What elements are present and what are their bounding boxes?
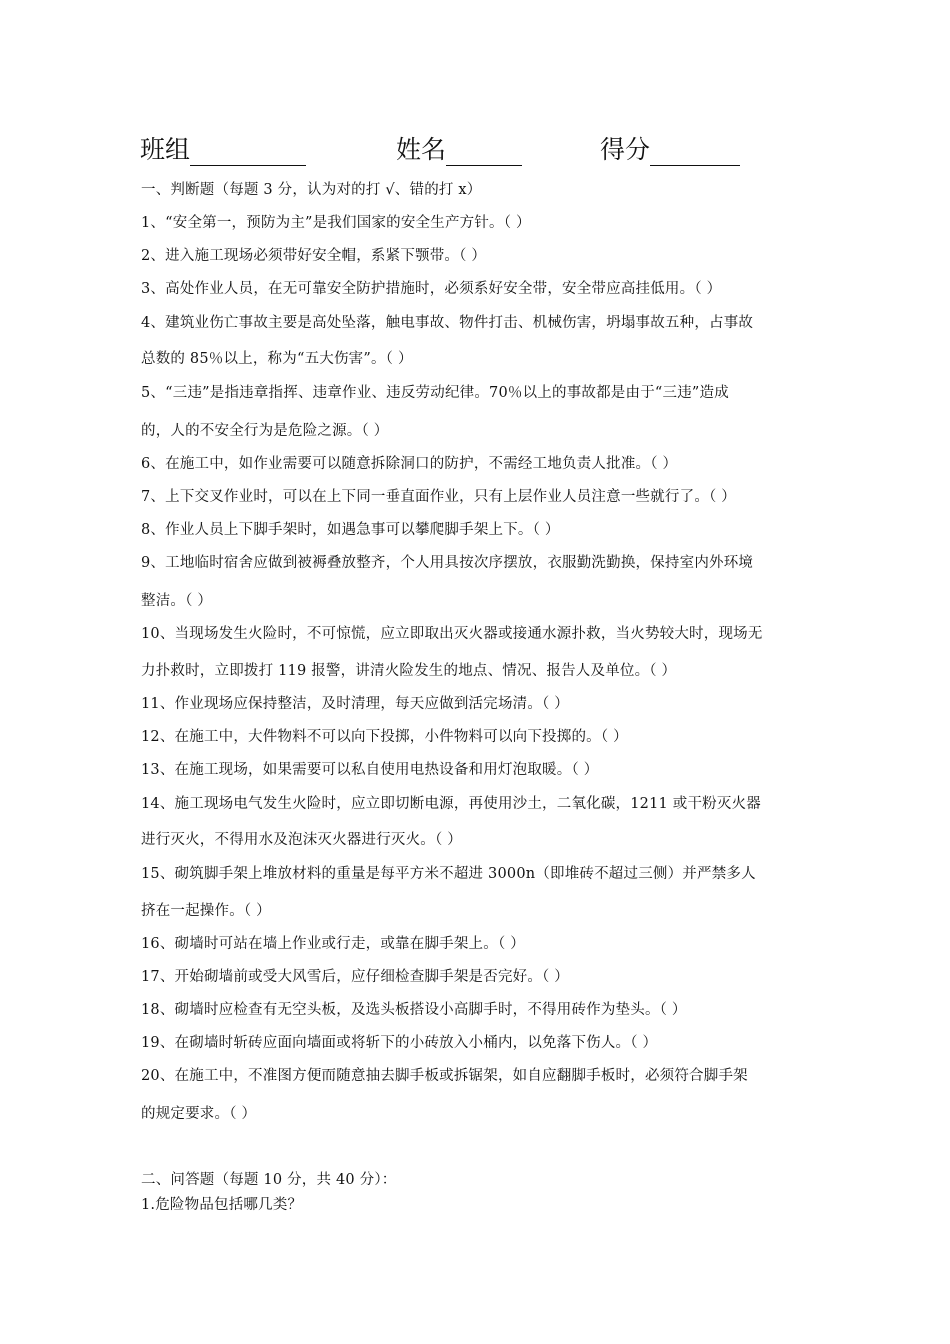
- question-line: 12、在施工中，大件物料不可以向下投掷，小件物料可以向下投掷的。（ ）: [141, 729, 628, 745]
- question-line: 力扑救时，立即拨打 119 报警，讲清火险发生的地点、情况、报告人及单位。（ ）: [141, 663, 677, 679]
- section2-title: 二、问答题（每题 10 分，共 40 分）：: [141, 1172, 397, 1188]
- question-line: 整洁。（ ）: [141, 593, 213, 609]
- question-line: 5、“三违”是指违章指挥、违章作业、违反劳动纪律。70％以上的事故都是由于“三违”造成: [141, 385, 729, 401]
- score-label: 得分: [600, 135, 651, 164]
- class-label: 班组: [140, 135, 191, 164]
- question-line: 进行灭火，不得用水及泡沫灭火器进行灭火。（ ）: [141, 832, 462, 848]
- question-line: 19、在砌墙时斩砖应面向墙面或将斩下的小砖放入小桶内，以免落下伤人。（ ）: [141, 1035, 658, 1051]
- name-field: [396, 130, 522, 166]
- question-line: 7、上下交叉作业时，可以在上下同一垂直面作业，只有上层作业人员注意一些就行了。（ ）: [141, 489, 736, 505]
- question-line: 1、“安全第一，预防为主”是我们国家的安全生产方针。（ ）: [141, 215, 531, 231]
- score-blank[interactable]: [650, 137, 740, 166]
- question-line: 17、开始砌墙前或受大风雪后，应仔细检查脚手架是否完好。（ ）: [141, 969, 570, 985]
- question-line: 20、在施工中，不准图方便而随意抽去脚手板或拆锯架，如自应翻脚手板时，必须符合脚手架: [141, 1068, 748, 1084]
- question-line: 14、施工现场电气发生火险时，应立即切断电源，再使用沙土，二氧化碳，1211 或干粉灭火器: [141, 796, 761, 812]
- question-line: 挤在一起操作。（ ）: [141, 903, 271, 919]
- question-line: 11、作业现场应保持整洁，及时清理，每天应做到活完场清。（ ）: [141, 696, 570, 712]
- exam-header: [140, 130, 840, 170]
- question-line: 16、砌墙时可站在墙上作业或行走，或靠在脚手架上。（ ）: [141, 936, 525, 952]
- question-line: 10、当现场发生火险时，不可惊慌，应立即取出灭火器或接通水源扑救，当火势较大时，现场无: [141, 626, 763, 642]
- section2-question-1: 1.危险物品包括哪几类？: [141, 1197, 303, 1213]
- question-line: 4、建筑业伤亡事故主要是高处坠落，触电事故、物件打击、机械伤害，坍塌事故五种，占事故: [141, 315, 754, 331]
- question-line: 13、在施工现场，如果需要可以私自使用电热设备和用灯泡取暖。（ ）: [141, 762, 599, 778]
- question-line: 的，人的不安全行为是危险之源。（ ）: [141, 423, 389, 439]
- question-line: 8、作业人员上下脚手架时，如遇急事可以攀爬脚手架上下。（ ）: [141, 522, 560, 538]
- section1-title: 一、判断题（每题 3 分，认为对的打 √、错的打 x）: [141, 182, 482, 198]
- name-blank[interactable]: [446, 137, 522, 166]
- name-label: 姓名: [396, 135, 447, 164]
- score-field: [600, 130, 740, 166]
- answer-area[interactable]: [141, 1220, 821, 1320]
- question-line: 总数的 85％以上，称为“五大伤害”。（ ）: [141, 351, 413, 367]
- question-line: 9、工地临时宿舍应做到被褥叠放整齐，个人用具按次序摆放，衣服勤洗勤换，保持室内外环境: [141, 555, 754, 571]
- question-line: 6、在施工中，如作业需要可以随意拆除洞口的防护，不需经工地负责人批准。（ ）: [141, 456, 678, 472]
- class-field: [140, 130, 306, 166]
- question-line: 3、高处作业人员，在无可靠安全防护措施时，必须系好安全带，安全带应高挂低用。（ ）: [141, 281, 722, 297]
- question-line: 18、砌墙时应检查有无空头板，及选头板搭设小高脚手时，不得用砖作为垫头。（ ）: [141, 1002, 687, 1018]
- class-blank[interactable]: [190, 137, 306, 166]
- question-line: 的规定要求。（ ）: [141, 1106, 257, 1122]
- question-line: 15、砌筑脚手架上堆放材料的重量是每平方米不超进 3000n（即堆砖不超过三侧）并严禁多人: [141, 866, 756, 882]
- question-line: 2、进入施工现场必须带好安全帽，系紧下颚带。（ ）: [141, 248, 487, 264]
